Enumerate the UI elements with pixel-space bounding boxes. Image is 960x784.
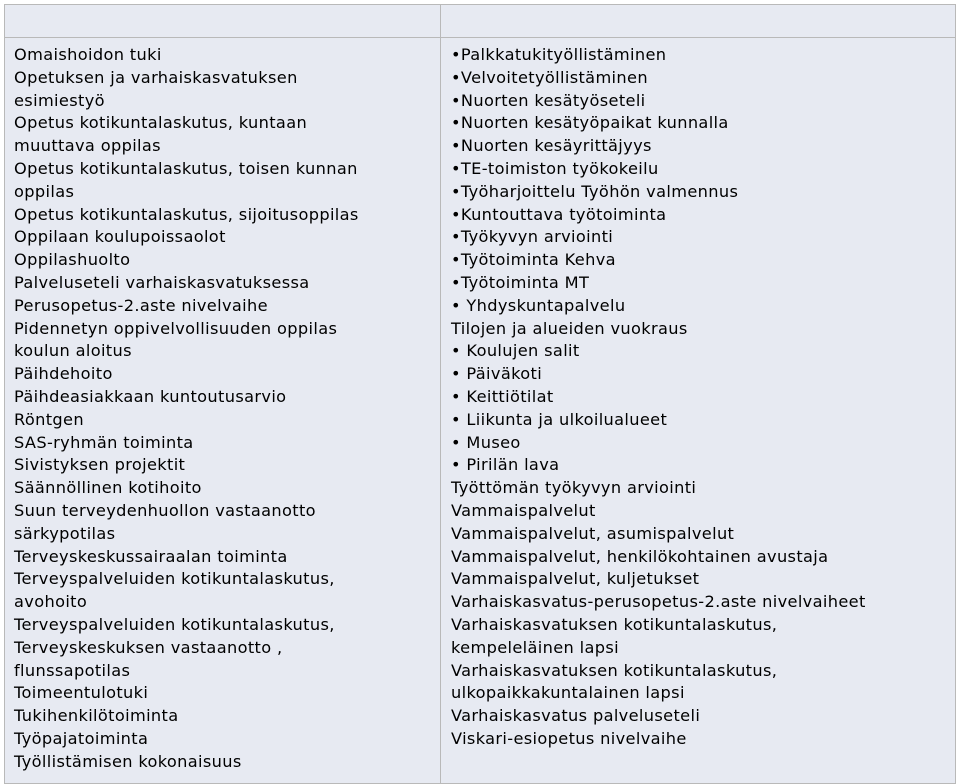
right-list-item-text: Liikunta ja ulkoilualueet [466, 409, 668, 429]
right-list-item [451, 546, 955, 569]
bullet-icon [451, 45, 461, 64]
right-list-item-text: kempeleläinen lapsi [451, 637, 620, 657]
right-list-item-text: Varhaiskasvatus-perusopetus-2.aste nivelvaiheet [451, 592, 866, 612]
right-list-item-text: Viskari-esiopetus nivelvaihe [451, 728, 687, 748]
right-list-item [451, 90, 955, 113]
right-list-item-text: TE-toimiston työkokeilu [460, 158, 659, 178]
left-list-item: särkypotilas [14, 523, 116, 543]
left-list-item: Oppilaan koulupoissaolot [14, 227, 226, 247]
right-list-item [451, 682, 955, 705]
left-list-item: Terveyspalveluiden kotikuntalaskutus, [14, 614, 335, 634]
bullet-icon [451, 182, 461, 201]
right-list-item-text: Vammaispalvelut [451, 500, 596, 520]
left-list-item: Päihdehoito [14, 364, 113, 384]
right-list-item [451, 340, 955, 363]
left-list-item: Röntgen [14, 409, 84, 429]
left-list-item: Työpajatoiminta [14, 728, 149, 748]
right-list-item-text: Varhaiskasvatus palveluseteli [451, 706, 701, 726]
right-list-item-text: Pirilän lava [466, 455, 560, 475]
left-list-item: Palveluseteli varhaiskasvatuksessa [14, 272, 310, 292]
right-list-item-text: Päiväkoti [466, 364, 543, 384]
left-column-cell [5, 38, 441, 783]
bullet-icon [451, 387, 466, 406]
right-list-item-text: Palkkatukityöllistäminen [460, 45, 667, 64]
right-list-item [451, 660, 955, 683]
right-list-item [451, 272, 955, 295]
right-list-item [451, 67, 955, 90]
bullet-icon [451, 273, 461, 292]
right-list-item [451, 135, 955, 158]
right-list-item [451, 295, 955, 318]
right-list-item [451, 112, 955, 135]
left-list-item: Tukihenkilötoiminta [14, 706, 179, 726]
right-list-item [451, 591, 955, 614]
left-list-item: Säännöllinen kotihoito [14, 478, 202, 498]
bullet-icon [451, 136, 461, 155]
left-list-item: Terveyskeskussairaalan toiminta [14, 546, 288, 566]
right-list-item-text: Kuntouttava työtoiminta [460, 204, 667, 224]
right-list-item [451, 432, 955, 455]
left-list-item: Opetuksen ja varhaiskasvatuksen [14, 67, 298, 87]
header-cell-left [5, 5, 441, 38]
left-list-item: Terveyskeskuksen vastaanotto , [14, 637, 283, 657]
right-list-item [451, 477, 955, 500]
right-list-item-text: Työkyvyn arviointi [460, 227, 614, 247]
services-table [4, 4, 956, 784]
right-list-item-text: Nuorten kesätyöseteli [460, 90, 646, 110]
right-list-item [451, 568, 955, 591]
right-list-item-text: ulkopaikkakuntalainen lapsi [451, 683, 685, 703]
left-list-item: Työllistämisen kokonaisuus [14, 751, 242, 771]
right-list-item [451, 705, 955, 728]
bullet-icon [451, 91, 461, 110]
right-list-item-text: Keittiötilat [466, 386, 554, 406]
left-list-item: koulun aloitus [14, 341, 132, 361]
left-list-item: Päihdeasiakkaan kuntoutusarvio [14, 386, 287, 406]
left-list-item: Oppilashuolto [14, 250, 131, 270]
right-list-item-text: Työtoiminta Kehva [460, 250, 616, 270]
bullet-icon [451, 113, 461, 132]
left-list-item: Terveyspalveluiden kotikuntalaskutus, [14, 569, 335, 589]
right-list-item [451, 728, 955, 751]
right-list-item-text: Työtoiminta MT [460, 272, 590, 292]
left-list-item: Opetus kotikuntalaskutus, toisen kunnan [14, 158, 358, 178]
right-list-item [451, 523, 955, 546]
bullet-icon [451, 364, 466, 383]
right-list-item [451, 637, 955, 660]
bullet-icon [451, 296, 466, 315]
left-list-item: avohoito [14, 592, 88, 612]
right-list-item [451, 409, 955, 432]
bullet-icon [451, 159, 461, 178]
right-list-item [451, 44, 955, 67]
right-list-item [451, 204, 955, 227]
left-list-item: muuttava oppilas [14, 136, 161, 156]
right-list-item [451, 614, 955, 637]
left-list-item: oppilas [14, 181, 75, 201]
right-list-item-text: Vammaispalvelut, kuljetukset [451, 569, 700, 589]
left-list-item: Toimeentulotuki [14, 683, 149, 703]
right-list-item [451, 454, 955, 477]
right-list-item [451, 158, 955, 181]
right-list-item [451, 386, 955, 409]
header-cell-right [441, 5, 955, 38]
bullet-icon [451, 227, 461, 246]
right-column-cell [441, 38, 955, 783]
left-list-item: Sivistyksen projektit [14, 455, 186, 475]
right-list-item-text: Työttömän työkyvyn arviointi [451, 478, 697, 498]
right-list-item-text: Varhaiskasvatuksen kotikuntalaskutus, [451, 614, 778, 634]
left-list-item: Suun terveydenhuollon vastaanotto [14, 500, 316, 520]
right-list-item-text: Vammaispalvelut, asumispalvelut [451, 523, 735, 543]
right-list-item-text: Museo [466, 432, 521, 452]
right-list-item-text: Nuorten kesätyöpaikat kunnalla [460, 113, 729, 133]
left-list-item: flunssapotilas [14, 660, 131, 680]
right-list-item [451, 500, 955, 523]
right-list-item-text: Yhdyskuntapalvelu [466, 295, 626, 315]
bullet-icon [451, 410, 466, 429]
right-list-item [451, 249, 955, 272]
bullet-icon [451, 455, 466, 474]
bullet-icon [451, 341, 466, 360]
bullet-icon [451, 250, 461, 269]
right-list-item [451, 363, 955, 386]
right-list-item-text: Vammaispalvelut, henkilökohtainen avustaja [451, 546, 829, 566]
right-list-item-text: Koulujen salit [466, 341, 580, 361]
right-list-item-text: Työharjoittelu Työhön valmennus [460, 181, 739, 201]
right-list-item-text: Tilojen ja alueiden vuokraus [451, 318, 688, 338]
right-list-item-text: Varhaiskasvatuksen kotikuntalaskutus, [451, 660, 778, 680]
left-list-item: SAS-ryhmän toiminta [14, 432, 194, 452]
bullet-icon [451, 433, 466, 452]
left-list-item: esimiestyö [14, 90, 105, 110]
right-list-item [451, 181, 955, 204]
right-list-item [451, 318, 955, 341]
right-list-item [451, 226, 955, 249]
bullet-icon [451, 205, 461, 224]
left-list-item: Opetus kotikuntalaskutus, kuntaan [14, 113, 308, 133]
left-list-item: Omaishoidon tuki [14, 45, 162, 64]
left-list-item: Opetus kotikuntalaskutus, sijoitusoppilas [14, 204, 359, 224]
right-list-item-text: Nuorten kesäyrittäjyys [460, 136, 652, 156]
left-list-item: Pidennetyn oppivelvollisuuden oppilas [14, 318, 338, 338]
left-list-item: Perusopetus-2.aste nivelvaihe [14, 295, 268, 315]
right-list-item-text: Velvoitetyöllistäminen [460, 67, 648, 87]
bullet-icon [451, 68, 461, 87]
